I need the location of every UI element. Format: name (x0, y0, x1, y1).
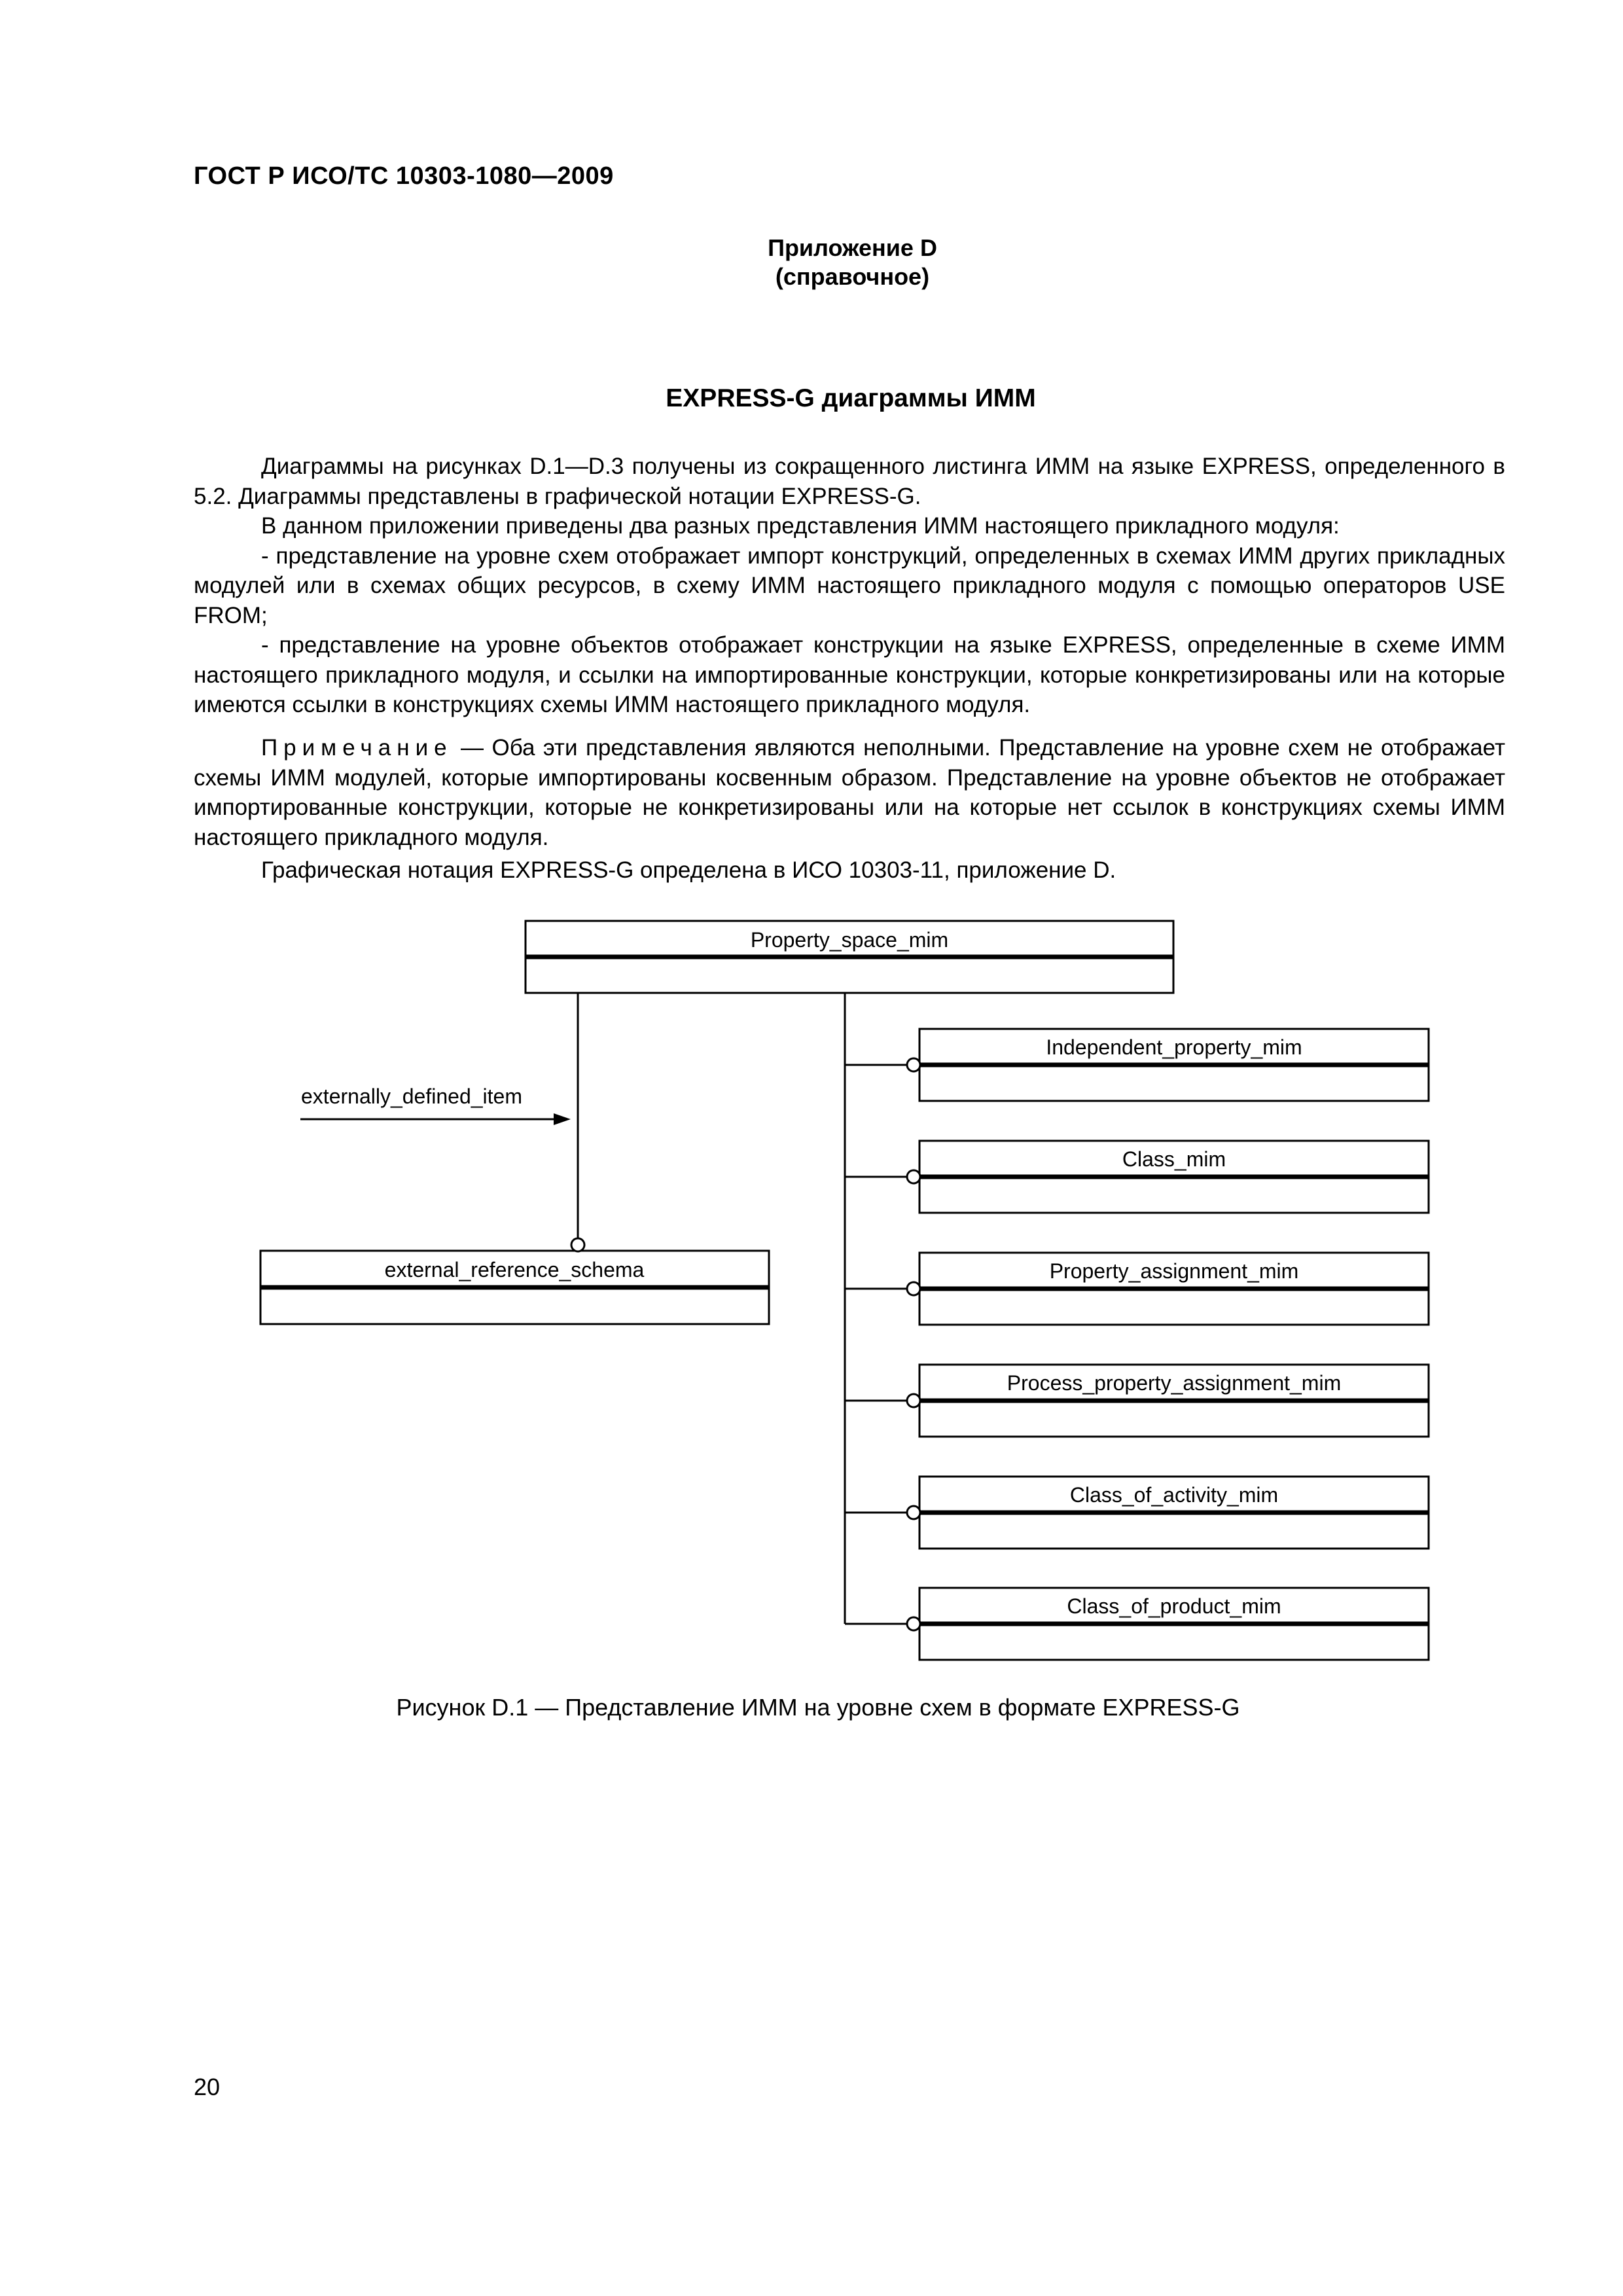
schema-label-root: Property_space_mim (750, 928, 949, 952)
note-text: — Оба эти представления являются неполными. Представление на уровне схем не отображает схемы ИММ модулей, которые импортированы косвенным образом. Представление на уровне объектов не отображает импортированные конструкции, которые не конкретизированы или на которые нет ссылок в конструкциях схемы ИММ настоящего прикладного модуля. (194, 735, 1505, 850)
figure-caption: Рисунок D.1 — Представление ИММ на уровне схем в формате EXPRESS-G (396, 1694, 1240, 1721)
use-circle-icon (907, 1394, 920, 1407)
annex-title: Приложение D (768, 234, 937, 261)
schema-label-used-4: Process_property_assignment_mim (1007, 1371, 1342, 1395)
use-circle-icon (907, 1617, 920, 1630)
schema-label-used-5: Class_of_activity_mim (1069, 1483, 1279, 1507)
schema-label-used-1: Independent_property_mim (1046, 1035, 1302, 1059)
external-item-label: externally_defined_item (301, 1085, 522, 1108)
schema-label-used-2: Class_mim (1122, 1147, 1226, 1171)
use-circle-icon (907, 1506, 920, 1519)
paragraph-notation: Графическая нотация EXPRESS-G определена в ИСО 10303-11, приложение D. (261, 857, 1116, 883)
annex-subtitle: (справочное) (775, 263, 930, 290)
use-circle-icon (907, 1170, 920, 1183)
schema-label-external: external_reference_schema (384, 1258, 645, 1282)
list-item-1: - представление на уровне схем отображает импорт конструкций, определенных в схемах ИММ других прикладных модулей или в схемах общих ресурсов, в схему ИММ настоящего прикладного модуля с помощью операторов USE FROM; (194, 543, 1505, 628)
use-circle-icon (907, 1282, 920, 1295)
schema-label-used-6: Class_of_product_mim (1067, 1594, 1281, 1618)
paragraph-intro-2: В данном приложении приведены два разных представления ИММ настоящего прикладного модуля: (261, 513, 1340, 539)
use-circle-icon (907, 1058, 920, 1071)
list-item-2: - представление на уровне объектов отображает конструкции на языке EXPRESS, определенные в схеме ИММ настоящего прикладного модуля, и ссылки на импортированные конструкции, которые конкретизированы или на которые имеются ссылки в конструкциях схемы ИММ настоящего прикладного модуля. (194, 632, 1505, 717)
standard-designation: ГОСТ Р ИСО/ТС 10303-1080—2009 (194, 162, 614, 190)
note-label: Примечание (261, 735, 453, 761)
paragraph-intro-1: Диаграммы на рисунках D.1—D.3 получены из сокращенного листинга ИММ на языке EXPRESS, определенного в 5.2. Диаграммы представлены в графической нотации EXPRESS-G. (194, 454, 1505, 509)
arrowhead-icon (554, 1113, 571, 1125)
page-number: 20 (194, 2073, 221, 2100)
use-circle-icon (571, 1238, 584, 1251)
section-title: EXPRESS-G диаграммы ИММ (666, 384, 1036, 412)
schema-label-used-3: Property_assignment_mim (1049, 1259, 1299, 1283)
